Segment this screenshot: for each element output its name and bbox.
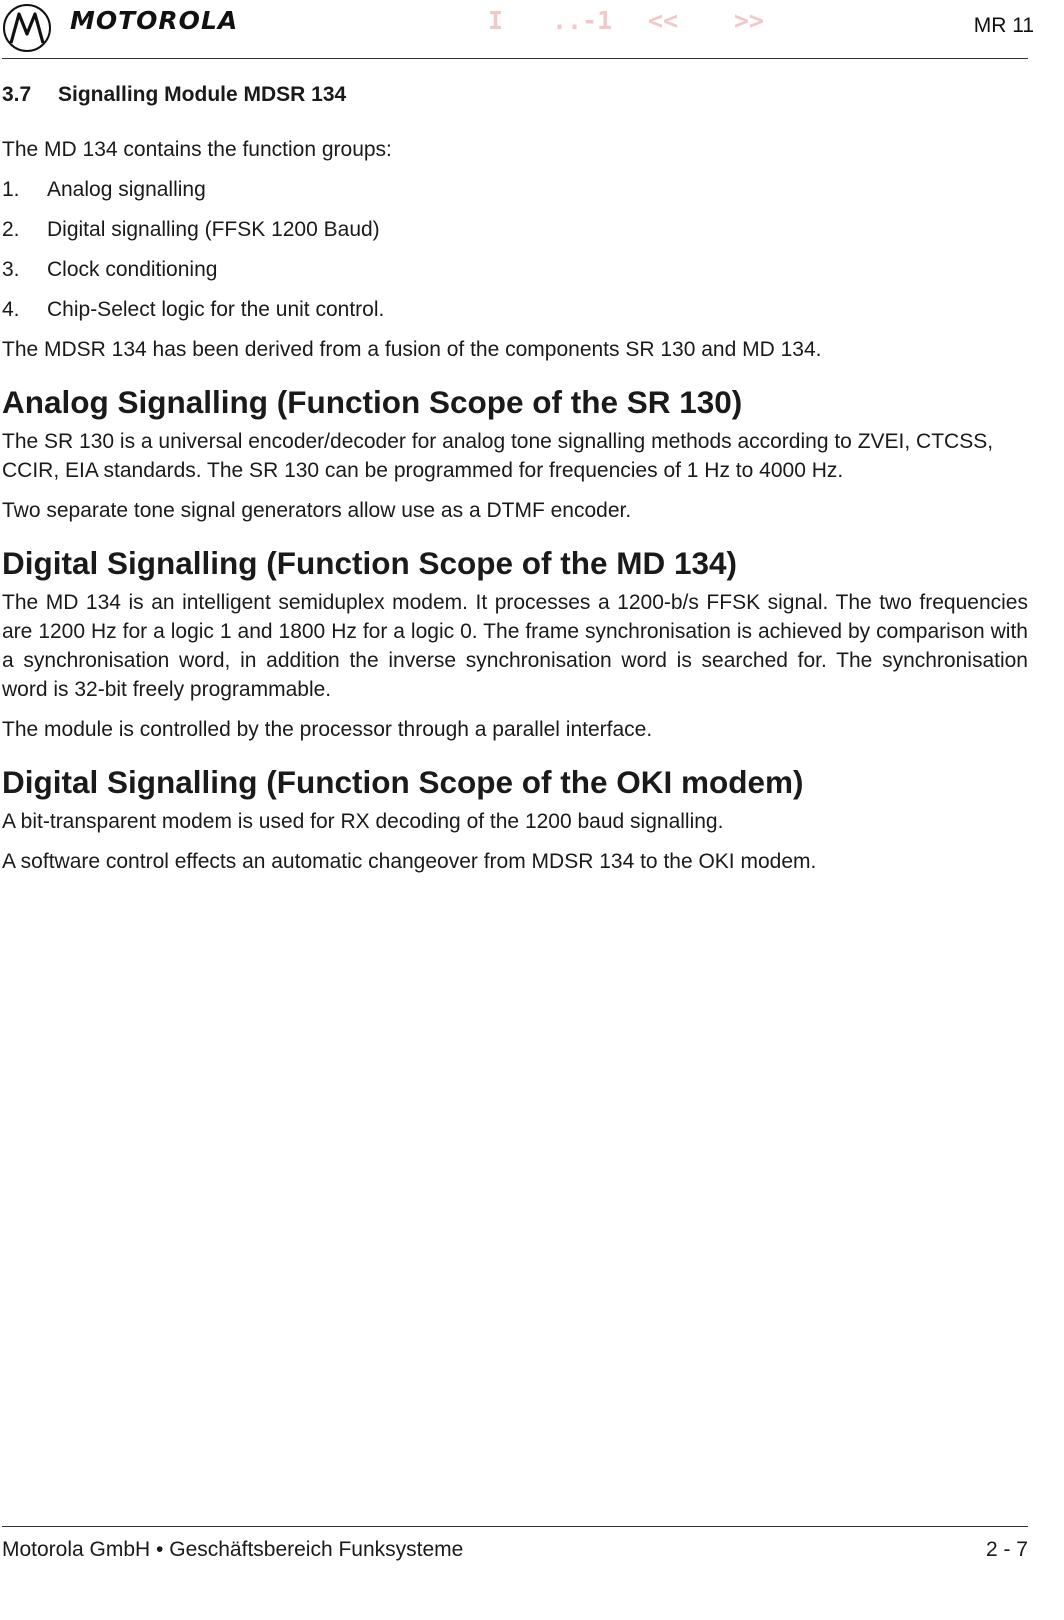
derivation-paragraph: The MDSR 134 has been derived from a fusion of the components SR 130 and MD 134. [2,338,822,361]
digital-md-paragraph-1: The MD 134 is an intelligent semiduplex modem. It processes a 1200-b/s FFSK signal. The two frequencies are 1200 Hz for a logic 1 and 1800 Hz for a logic 0. The frame synchronisation is achieved by comparison with a synchronisation word, in addition the inverse synchronisation word is searched for. The synchronisation word is 32-bit freely programmable. [2,591,1028,701]
list-item [2,215,1028,244]
analog-paragraph-2: Two separate tone signal generators allow use as a DTMF encoder. [2,499,632,522]
nav-first-page-link[interactable]: I [488,6,504,35]
list-item-number: 1. [2,178,20,201]
list-item [2,175,1028,204]
motorola-logo-icon [2,3,52,53]
nav-previous-page-link[interactable]: << [648,6,679,35]
list-item [2,295,1028,324]
digital-oki-paragraph-1: A bit-transparent modem is used for RX decoding of the 1200 baud signalling. [2,810,724,833]
digital-md-heading: Digital Signalling (Function Scope of the MD 134) [2,545,738,581]
section-number: 3.7 [2,83,32,106]
list-item-text: Chip-Select logic for the unit control. [47,298,385,321]
list-item-text: Digital signalling (FFSK 1200 Baud) [47,218,380,241]
footer-divider [2,1526,1028,1527]
digital-md-paragraph-2: The module is controlled by the processor through a parallel interface. [2,718,653,741]
nav-next-page-link[interactable]: >> [734,6,765,35]
section-intro: The MD 134 contains the function groups: [2,138,392,161]
brand-wordmark: MOTOROLA [70,6,239,35]
page-header [0,0,1064,58]
list-item-number: 2. [2,218,20,241]
list-item-text: Analog signalling [47,178,206,201]
list-item-number: 3. [2,258,20,281]
page-content [2,80,1028,887]
digital-oki-paragraph-2: A software control effects an automatic changeover from MDSR 134 to the OKI modem. [2,850,817,873]
header-divider [2,58,1028,59]
list-item [2,255,1028,284]
analog-paragraph-1: The SR 130 is a universal encoder/decoder for analog tone signalling methods according to ZVEI, CTCSS, CCIR, EIA standards. The SR 130 can be programmed for frequencies of 1 Hz to 4000 Hz. [2,430,994,482]
page-number: 2 - 7 [985,1538,1028,1561]
list-item-number: 4. [2,298,20,321]
nav-back-link[interactable]: ..-1 [552,6,613,35]
function-group-list [2,175,1028,324]
analog-signalling-heading: Analog Signalling (Function Scope of the SR 130) [2,384,743,420]
section-title [2,80,1028,109]
section-title-text: Signalling Module MDSR 134 [58,83,347,106]
digital-oki-heading: Digital Signalling (Function Scope of the OKI modem) [2,764,804,800]
list-item-text: Clock conditioning [47,258,218,281]
footer-company: Motorola GmbH • Geschäftsbereich Funksysteme [2,1538,464,1561]
document-code: MR 11 [973,14,1034,37]
